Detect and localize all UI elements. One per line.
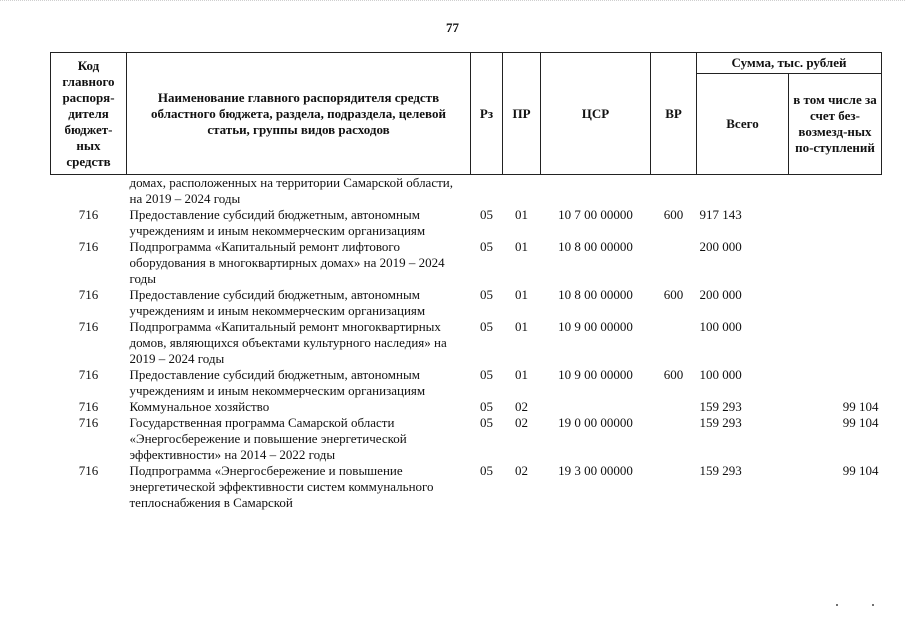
scan-speck	[836, 604, 838, 606]
cell-name: Предоставление субсидий бюджетным, автономным учреждениям и иным некоммерческим организациям	[129, 367, 426, 398]
cell-csr	[541, 175, 651, 208]
cell-code: 716	[78, 287, 99, 302]
cell-code: 716	[78, 367, 99, 382]
scan-speck	[872, 604, 874, 606]
cell-name: Государственная программа Самарской области «Энергосбережение и повышение энергетической эффективности» на 2014 – 2022 годы	[129, 415, 407, 462]
cell-pr: 01	[515, 239, 528, 254]
header-rz: Рз	[471, 53, 503, 175]
cell-total	[697, 175, 789, 208]
header-vr: ВР	[651, 53, 697, 175]
cell-rz: 05	[480, 207, 493, 222]
cell-csr	[541, 399, 651, 415]
header-name: Наименование главного распорядителя средств областного бюджета, раздела, подраздела, целевой статьи, группы видов расходов	[127, 53, 471, 175]
header-csr: ЦСР	[541, 53, 651, 175]
header-total: Всего	[697, 74, 789, 175]
cell-free	[789, 367, 882, 399]
cell-vr: 600	[663, 367, 684, 382]
cell-rz: 05	[480, 415, 493, 430]
cell-free	[789, 319, 882, 367]
cell-total: 159 293	[699, 399, 742, 414]
header-free: в том числе за счет без-возмезд-ных по-ступлений	[789, 74, 882, 175]
cell-code: 716	[78, 207, 99, 222]
cell-vr	[651, 319, 697, 367]
page-number: 77	[446, 20, 459, 35]
cell-rz: 05	[480, 463, 493, 478]
cell-name: Подпрограмма «Капитальный ремонт многоквартирных домов, являющихся объектами культурного наследия» на 2019 – 2024 годы	[129, 319, 447, 366]
table-row	[51, 207, 882, 239]
cell-pr	[503, 175, 541, 208]
cell-vr	[651, 239, 697, 287]
header-sum-group: Сумма, тыс. рублей	[697, 53, 882, 74]
cell-pr: 01	[515, 287, 528, 302]
cell-total: 100 000	[699, 319, 742, 334]
cell-rz: 05	[480, 239, 493, 254]
cell-rz	[471, 175, 503, 208]
table-row	[51, 287, 882, 319]
cell-name: Предоставление субсидий бюджетным, автономным учреждениям и иным некоммерческим организациям	[129, 287, 426, 318]
cell-csr: 10 8 00 00000	[558, 239, 633, 254]
cell-rz: 05	[480, 319, 493, 334]
cell-code: 716	[78, 319, 99, 334]
cell-csr: 10 9 00 00000	[558, 367, 633, 382]
cell-name: Подпрограмма «Энергосбережение и повышение энергетической эффективности систем коммунального теплоснабжения в Самарской	[129, 463, 434, 510]
cell-csr: 10 9 00 00000	[558, 319, 633, 334]
table-row	[51, 463, 882, 511]
budget-table	[50, 52, 882, 511]
cell-pr: 02	[515, 399, 528, 414]
cell-pr: 02	[515, 415, 528, 430]
cell-total: 917 143	[699, 207, 742, 222]
cell-vr: 600	[663, 287, 684, 302]
cell-pr: 01	[515, 207, 528, 222]
cell-vr: 600	[663, 207, 684, 222]
cell-pr: 01	[515, 367, 528, 382]
header-pr: ПР	[503, 53, 541, 175]
cell-total: 159 293	[699, 463, 742, 478]
cell-pr: 01	[515, 319, 528, 334]
cell-vr	[651, 415, 697, 463]
table-row	[51, 319, 882, 367]
cell-rz: 05	[480, 399, 493, 414]
table-row	[51, 415, 882, 463]
cell-csr: 10 8 00 00000	[558, 287, 633, 302]
cell-vr	[651, 463, 697, 511]
table-row	[51, 175, 882, 208]
cell-total: 200 000	[699, 239, 742, 254]
cell-name: Коммунальное хозяйство	[129, 399, 270, 414]
cell-code: 716	[78, 399, 99, 414]
table-body	[51, 175, 882, 512]
table-header	[51, 53, 882, 175]
cell-free: 99 104	[842, 463, 879, 478]
cell-code	[51, 175, 127, 208]
cell-rz: 05	[480, 367, 493, 382]
table-row	[51, 239, 882, 287]
cell-total: 159 293	[699, 415, 742, 430]
cell-rz: 05	[480, 287, 493, 302]
cell-csr: 19 3 00 00000	[558, 463, 633, 478]
table-row	[51, 399, 882, 415]
cell-vr	[651, 399, 697, 415]
cell-name: Предоставление субсидий бюджетным, автономным учреждениям и иным некоммерческим организациям	[129, 207, 426, 238]
cell-total: 200 000	[699, 287, 742, 302]
cell-free	[789, 175, 882, 208]
header-code: Код главного распоря-дителя бюджет-ных средств	[51, 53, 127, 175]
cell-free	[789, 207, 882, 239]
cell-free	[789, 287, 882, 319]
cell-code: 716	[78, 463, 99, 478]
cell-code: 716	[78, 239, 99, 254]
cell-vr	[651, 175, 697, 208]
scan-edge	[0, 0, 905, 6]
table-row	[51, 367, 882, 399]
cell-pr: 02	[515, 463, 528, 478]
cell-csr: 19 0 00 00000	[558, 415, 633, 430]
cell-name: Подпрограмма «Капитальный ремонт лифтового оборудования в многоквартирных домах» на 2019 – 2024 годы	[129, 239, 445, 286]
cell-name: домах, расположенных на территории Самарской области, на 2019 – 2024 годы	[129, 175, 453, 206]
cell-free	[789, 239, 882, 287]
cell-free: 99 104	[842, 415, 879, 430]
cell-free: 99 104	[842, 399, 879, 414]
cell-total: 100 000	[699, 367, 742, 382]
cell-csr: 10 7 00 00000	[558, 207, 633, 222]
cell-code: 716	[78, 415, 99, 430]
